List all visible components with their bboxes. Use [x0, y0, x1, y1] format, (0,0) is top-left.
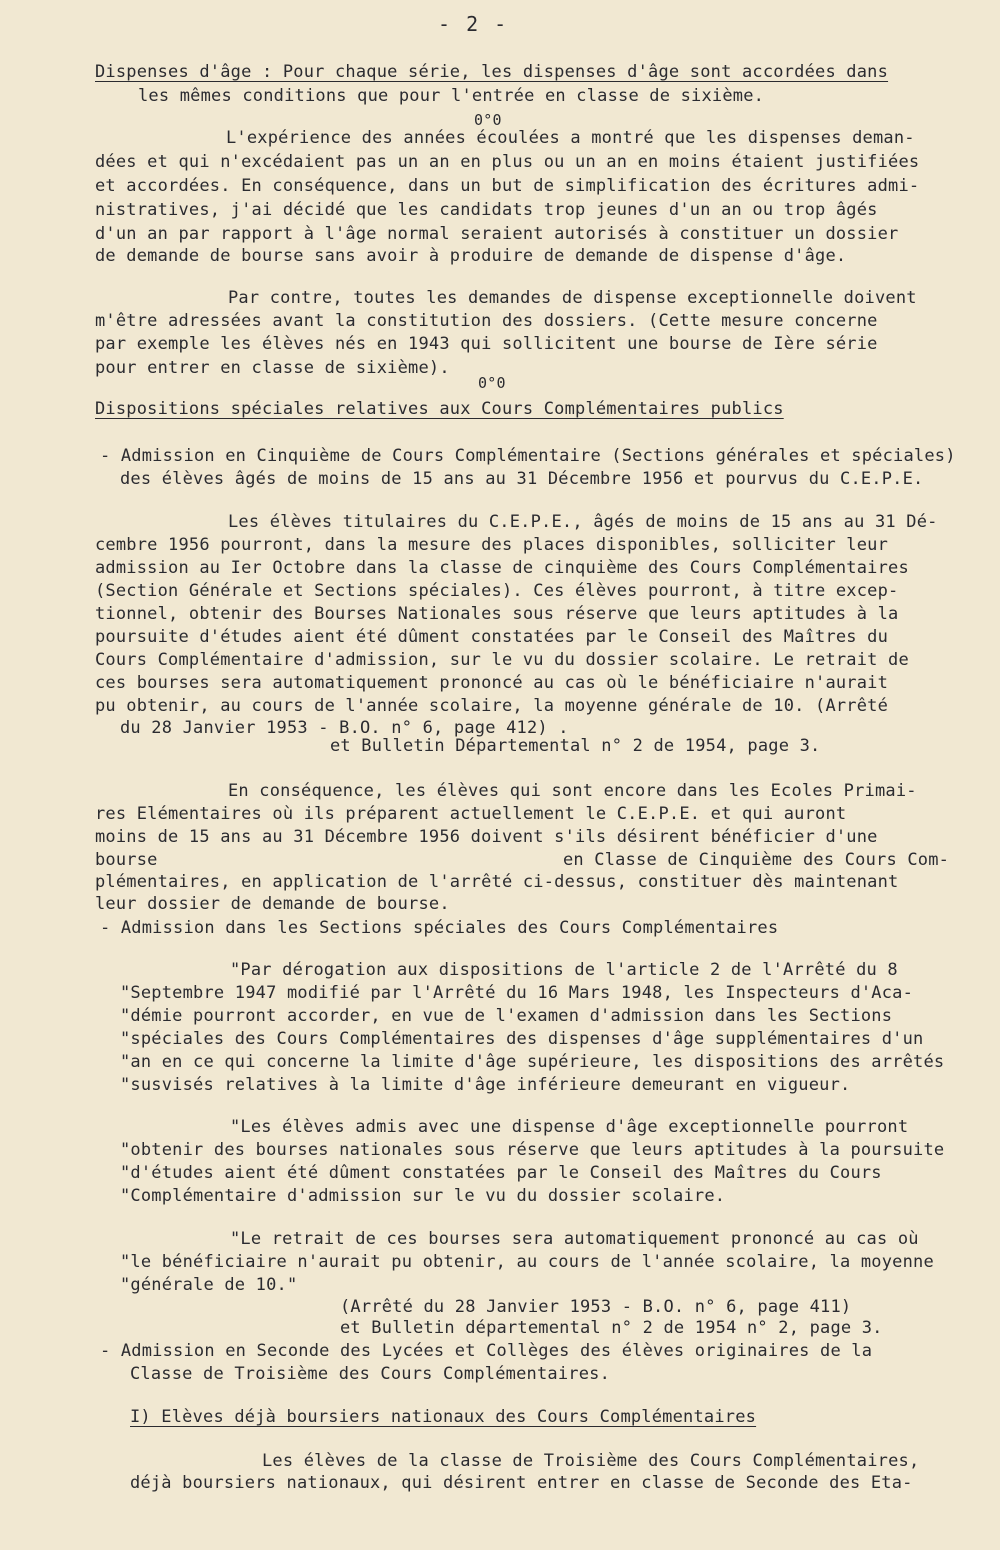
text-line: res Elémentaires où ils préparent actuellement le C.E.P.E. et qui auront — [95, 804, 847, 824]
text-line: "obtenir des bourses nationales sous réserve que leurs aptitudes à la poursuite — [120, 1140, 945, 1160]
text-line: "Le retrait de ces bourses sera automatiquement prononcé au cas où — [230, 1229, 919, 1249]
text-line: nistratives, j'ai décidé que les candidats trop jeunes d'un an ou trop âgés — [95, 200, 878, 220]
text-line: et Bulletin Départemental n° 2 de 1954, page 3. — [330, 736, 821, 756]
text-line: Dispositions spéciales relatives aux Cours Complémentaires publics — [95, 399, 784, 419]
text-line: m'être adressées avant la constitution des dossiers. (Cette mesure concerne — [95, 311, 878, 331]
text-line: "susvisés relatives à la limite d'âge inférieure demeurant en vigueur. — [120, 1075, 851, 1095]
text-line: "Les élèves admis avec une dispense d'âge exceptionnelle pourront — [230, 1117, 909, 1137]
text-line: tionnel, obtenir des Bourses Nationales sous réserve que leurs aptitudes à la — [95, 604, 899, 624]
text-line: de demande de bourse sans avoir à produire de demande de dispense d'âge. — [95, 246, 847, 266]
text-line: en Classe de Cinquième des Cours Com- — [563, 850, 950, 870]
text-line: "Par dérogation aux dispositions de l'article 2 de l'Arrêté du 8 — [230, 960, 898, 980]
text-line: Dispenses d'âge : Pour chaque série, les dispenses d'âge sont accordées dans — [95, 62, 889, 82]
text-line: et Bulletin départemental n° 2 de 1954 n° 2, page 3. — [340, 1318, 883, 1338]
text-line: déjà boursiers nationaux, qui désirent entrer en classe de Seconde des Eta- — [130, 1473, 913, 1493]
text-line: Cours Complémentaire d'admission, sur le vu du dossier scolaire. Le retrait de — [95, 650, 909, 670]
text-line: - Admission en Cinquième de Cours Complémentaire (Sections générales et spéciales) — [100, 446, 956, 466]
text-line: les mêmes conditions que pour l'entrée en classe de sixième. — [138, 86, 765, 106]
text-line: "Septembre 1947 modifié par l'Arrêté du 16 Mars 1948, les Inspecteurs d'Aca- — [120, 983, 914, 1003]
text-line: I) Elèves déjà boursiers nationaux des Cours Complémentaires — [130, 1407, 757, 1427]
text-line: Par contre, toutes les demandes de dispense exceptionnelle doivent — [228, 288, 917, 308]
text-line: plémentaires, en application de l'arrêté ci-dessus, constituer dès maintenant — [95, 872, 899, 892]
separator-mark: 0°0 — [474, 111, 502, 129]
text-line: des élèves âgés de moins de 15 ans au 31 Décembre 1956 et pourvus du C.E.P.E. — [120, 469, 924, 489]
text-line: du 28 Janvier 1953 - B.O. n° 6, page 412) . — [120, 718, 569, 738]
text-line: Les élèves de la classe de Troisième des Cours Complémentaires, — [262, 1451, 920, 1471]
text-line: "Complémentaire d'admission sur le vu du dossier scolaire. — [120, 1186, 726, 1206]
text-line: pour entrer en classe de sixième). — [95, 358, 450, 378]
text-line: pu obtenir, au cours de l'année scolaire, la moyenne générale de 10. (Arrêté — [95, 696, 889, 716]
text-line: poursuite d'études aient été dûment constatées par le Conseil des Maîtres du — [95, 627, 889, 647]
text-line: Les élèves titulaires du C.E.P.E., âgés de moins de 15 ans au 31 Dé- — [228, 512, 938, 532]
text-line: d'un an par rapport à l'âge normal seraient autorisés à constituer un dossier — [95, 224, 899, 244]
text-line: dées et qui n'excédaient pas un an en plus ou un an en moins étaient justifiées — [95, 152, 920, 172]
text-line: par exemple les élèves nés en 1943 qui sollicitent une bourse de Ière série — [95, 334, 878, 354]
text-line: - Admission dans les Sections spéciales des Cours Complémentaires — [100, 918, 779, 938]
text-line: et accordées. En conséquence, dans un but de simplification des écritures admi- — [95, 176, 920, 196]
text-line: Classe de Troisième des Cours Complémentaires. — [130, 1364, 611, 1384]
text-line: cembre 1956 pourront, dans la mesure des places disponibles, solliciter leur — [95, 535, 889, 555]
text-line: "démie pourront accorder, en vue de l'examen d'admission dans les Sections — [120, 1006, 893, 1026]
separator-mark: 0°0 — [478, 374, 506, 392]
text-line: admission au Ier Octobre dans la classe de cinquième des Cours Complémentaires — [95, 558, 909, 578]
text-line: L'expérience des années écoulées a montré que les dispenses deman- — [226, 128, 915, 148]
text-line: - Admission en Seconde des Lycées et Collèges des élèves originaires de la — [100, 1341, 873, 1361]
text-line: "an en ce qui concerne la limite d'âge supérieure, les dispositions des arrêtés — [120, 1052, 945, 1072]
text-line: (Section Générale et Sections spéciales). Ces élèves pourront, à titre excep- — [95, 581, 899, 601]
text-line: moins de 15 ans au 31 Décembre 1956 doivent s'ils désirent bénéficier d'une — [95, 827, 878, 847]
text-line: leur dossier de demande de bourse. — [95, 894, 450, 914]
text-line: bourse — [95, 850, 158, 870]
page-number: - 2 - — [438, 12, 509, 36]
text-line: "générale de 10." — [120, 1275, 298, 1295]
text-line: "spéciales des Cours Complémentaires des dispenses d'âge supplémentaires d'un — [120, 1029, 924, 1049]
text-line: En conséquence, les élèves qui sont encore dans les Ecoles Primai- — [228, 781, 917, 801]
text-line: "d'études aient été dûment constatées par le Conseil des Maîtres du Cours — [120, 1163, 882, 1183]
text-line: "le bénéficiaire n'aurait pu obtenir, au cours de l'année scolaire, la moyenne — [120, 1252, 934, 1272]
text-line: ces bourses sera automatiquement prononcé au cas où le bénéficiaire n'aurait — [95, 673, 889, 693]
text-line: (Arrêté du 28 Janvier 1953 - B.O. n° 6, page 411) — [340, 1297, 852, 1317]
